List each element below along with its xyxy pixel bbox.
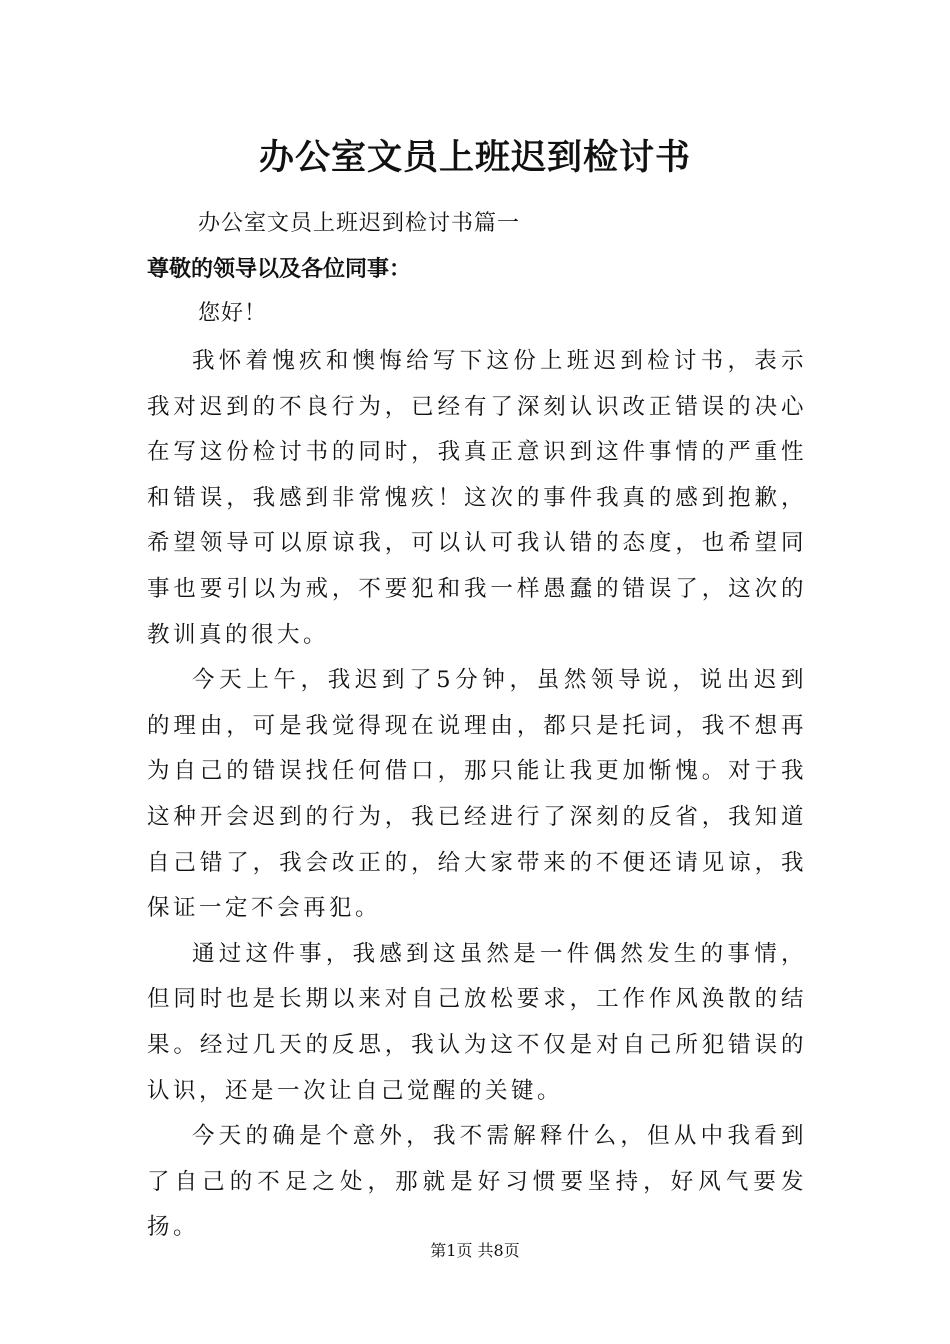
- paragraph: 今天上午，我迟到了5分钟，虽然领导说，说出迟到的理由，可是我觉得现在说理由，都只是托词，我不想再为自己的错误找任何借口，那只能让我更加惭愧。对于我这种开会迟到的行为，我已经进行了深刻的反省，我知道自己错了，我会改正的，给大家带来的不便还请见谅，我保证一定不会再犯。: [147, 667, 807, 922]
- document-title: 办公室文员上班迟到检讨书: [258, 137, 691, 178]
- paragraph: 今天的确是个意外，我不需解释什么，但从中我看到了自己的不足之处，那就是好习惯要坚持，好风气要发扬。: [147, 1123, 807, 1241]
- page-footer: 第1页 共8页: [430, 1241, 520, 1260]
- paragraph: 通过这件事，我感到这虽然是一件偶然发生的事情，但同时也是长期以来对自己放松要求，工作作风涣散的结果。经过几天的反思，我认为这不仅是对自己所犯错误的认识，还是一次让自己觉醒的关键。: [147, 940, 807, 1104]
- salutation: 尊敬的领导以及各位同事：: [147, 256, 412, 282]
- document-body: [147, 339, 807, 1251]
- paragraph: 我怀着愧疚和懊悔给写下这份上班迟到检讨书，表示我对迟到的不良行为，已经有了深刻认识改正错误的决心在写这份检讨书的同时，我真正意识到这件事情的严重性和错误，我感到非常愧疚！这次的事件我真的感到抱歉，希望领导可以原谅我，可以认可我认错的态度，也希望同事也要引以为戒，不要犯和我一样愚蠢的错误了，这次的教训真的很大。: [147, 348, 807, 648]
- greeting: 您好！: [198, 301, 268, 326]
- document-subtitle: 办公室文员上班迟到检讨书篇一: [198, 211, 521, 236]
